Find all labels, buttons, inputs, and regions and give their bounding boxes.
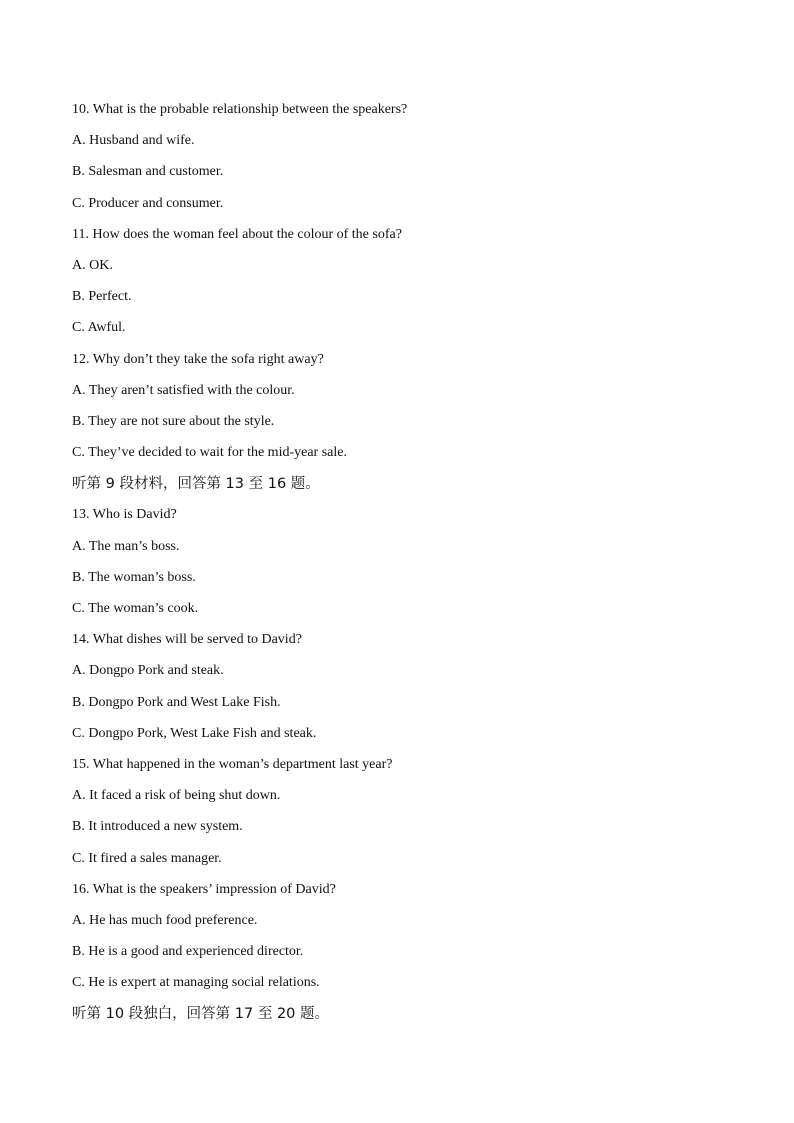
option-13b: B. The woman’s boss. <box>72 569 196 585</box>
option-16b: B. He is a good and experienced director. <box>72 944 304 960</box>
section-instruction-9: 听第 9 段材料，回答第 13 至 16 题。 <box>72 476 320 493</box>
option-14c: C. Dongpo Pork, West Lake Fish and steak. <box>72 725 317 741</box>
option-14b: B. Dongpo Pork and West Lake Fish. <box>72 694 281 710</box>
option-15a: A. It faced a risk of being shut down. <box>72 788 281 804</box>
option-10a: A. Husband and wife. <box>72 133 195 149</box>
option-12b: B. They are not sure about the style. <box>72 413 275 429</box>
option-15b: B. It introduced a new system. <box>72 819 243 835</box>
option-11b: B. Perfect. <box>72 289 132 305</box>
section-instruction-10: 听第 10 段独白，回答第 17 至 20 题。 <box>72 1006 330 1023</box>
option-10c: C. Producer and consumer. <box>72 195 224 211</box>
option-14a: A. Dongpo Pork and steak. <box>72 663 224 679</box>
option-11c: C. Awful. <box>72 320 126 336</box>
option-11a: A. OK. <box>72 257 113 273</box>
option-16c: C. He is expert at managing social relations. <box>72 975 320 991</box>
document-page <box>72 98 722 1034</box>
question-11: 11. How does the woman feel about the colour of the sofa? <box>72 226 402 242</box>
question-14: 14. What dishes will be served to David? <box>72 632 302 648</box>
question-16: 16. What is the speakers’ impression of David? <box>72 881 336 897</box>
option-12c: C. They’ve decided to wait for the mid-year sale. <box>72 445 347 461</box>
option-12a: A. They aren’t satisfied with the colour. <box>72 382 295 398</box>
option-13a: A. The man’s boss. <box>72 538 180 554</box>
option-13c: C. The woman’s cook. <box>72 601 199 616</box>
option-15c: C. It fired a sales manager. <box>72 850 222 866</box>
question-10: 10. What is the probable relationship between the speakers? <box>72 102 408 117</box>
option-16a: A. He has much food preference. <box>72 912 258 928</box>
question-15: 15. What happened in the woman’s department last year? <box>72 756 393 772</box>
question-13: 13. Who is David? <box>72 507 177 523</box>
question-12: 12. Why don’t they take the sofa right away? <box>72 351 324 367</box>
option-10b: B. Salesman and customer. <box>72 164 224 180</box>
